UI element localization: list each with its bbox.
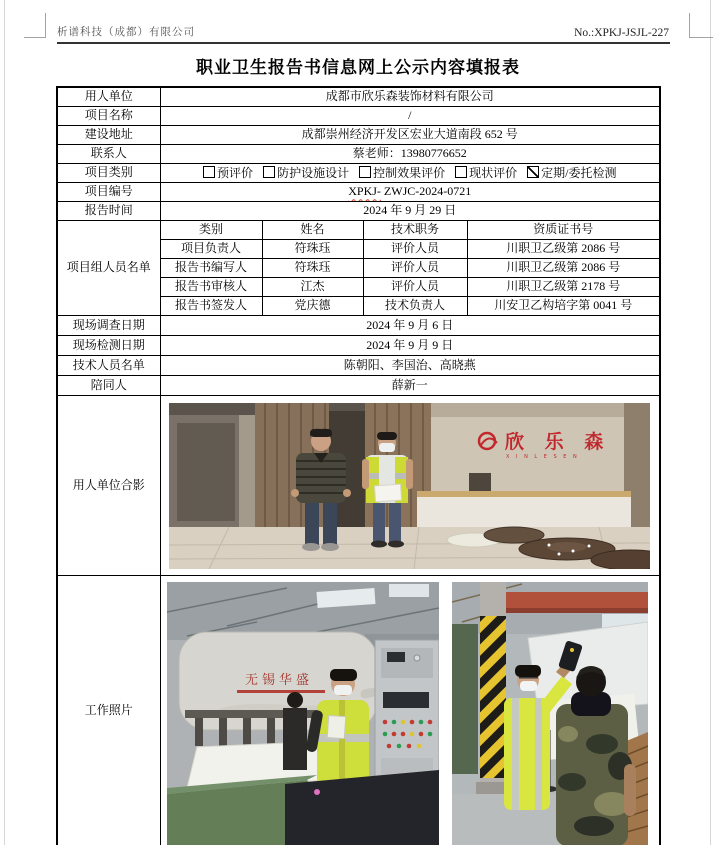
group-photo-wrap xyxy=(161,403,658,569)
group-photo-cell xyxy=(160,396,660,576)
page-header xyxy=(57,24,669,39)
checkbox-unchecked-icon xyxy=(203,166,215,178)
value-employer: 成都市欣乐森装饰材料有限公司 xyxy=(160,87,660,107)
team-cell: 报告书签发人 xyxy=(160,297,262,316)
work-photos-wrap xyxy=(161,576,660,845)
team-cell: 川职卫乙级第 2178 号 xyxy=(467,278,660,297)
label-category: 项目类别 xyxy=(57,164,160,183)
team-cell: 符珠珏 xyxy=(262,240,363,259)
team-header-name: 姓名 xyxy=(262,221,363,240)
team-cell: 川安卫乙构培字第 0041 号 xyxy=(467,297,660,316)
value-tech-staff: 陈朝阳、李国治、高晓燕 xyxy=(160,356,660,376)
category-option xyxy=(263,166,349,180)
category-option-label: 定期/委托检测 xyxy=(541,165,617,180)
project-no-part2: ZWJC-2024-0721 xyxy=(380,184,472,199)
value-survey-date: 2024 年 9 月 6 日 xyxy=(160,316,660,336)
project-no-part1: XPKJ- xyxy=(348,184,381,199)
category-option xyxy=(203,166,253,180)
value-category xyxy=(160,164,660,183)
team-cell: 技术负责人 xyxy=(363,297,467,316)
page-right-edge-line xyxy=(710,0,711,845)
work-photo-press-machine xyxy=(167,582,439,845)
label-project-name: 项目名称 xyxy=(57,107,160,126)
label-contact: 联系人 xyxy=(57,145,160,164)
category-option xyxy=(359,166,445,180)
checkbox-unchecked-icon xyxy=(263,166,275,178)
team-cell: 党庆德 xyxy=(262,297,363,316)
crop-mark-top-right-v xyxy=(689,13,690,38)
svg-text:欣 乐 森: 欣 乐 森 xyxy=(504,430,610,453)
checkbox-unchecked-icon xyxy=(455,166,467,178)
team-cell: 江杰 xyxy=(262,278,363,297)
value-escort: 薛新一 xyxy=(160,376,660,396)
value-project-no xyxy=(160,183,660,202)
label-address: 建设地址 xyxy=(57,126,160,145)
category-option-label: 防护设施设计 xyxy=(277,165,350,180)
header-company-name: 析谱科技（成都）有限公司 xyxy=(57,27,195,38)
team-cell: 评价人员 xyxy=(363,259,467,278)
header-rule xyxy=(57,42,670,44)
svg-text:X I N L E S E N: X I N L E S E N xyxy=(505,453,579,460)
label-test-date: 现场检测日期 xyxy=(57,336,160,356)
category-option-label: 现状评价 xyxy=(469,165,518,180)
label-survey-date: 现场调查日期 xyxy=(57,316,160,336)
crop-mark-top-left-h xyxy=(24,37,46,38)
page-left-edge-line xyxy=(4,0,5,845)
label-group-photo: 用人单位合影 xyxy=(57,396,160,576)
team-header-cert: 资质证书号 xyxy=(467,221,660,240)
label-team: 项目组人员名单 xyxy=(57,221,160,316)
team-cell: 川职卫乙级第 2086 号 xyxy=(467,259,660,278)
crop-mark-top-left-v xyxy=(45,13,46,38)
value-project-name: / xyxy=(160,107,660,126)
value-report-date: 2024 年 9 月 29 日 xyxy=(160,202,660,221)
label-employer: 用人单位 xyxy=(57,87,160,107)
label-work-photos: 工作照片 xyxy=(57,576,160,845)
group-photo xyxy=(169,403,650,569)
team-header-category: 类别 xyxy=(160,221,262,240)
team-cell: 报告书编写人 xyxy=(160,259,262,278)
category-option xyxy=(455,166,517,180)
team-header-role: 技术职务 xyxy=(363,221,467,240)
work-photos-cell xyxy=(160,576,660,845)
value-address: 成都崇州经济开发区宏业大道南段 652 号 xyxy=(160,126,660,145)
team-cell: 符珠珏 xyxy=(262,259,363,278)
team-cell: 评价人员 xyxy=(363,240,467,259)
work-photo-sampling xyxy=(452,582,648,845)
form-title: 职业卫生报告书信息网上公示内容填报表 xyxy=(196,58,520,78)
form-table xyxy=(56,86,661,845)
factory-ceiling xyxy=(167,582,439,640)
header-doc-number: No.:XPKJ-JSJL-227 xyxy=(574,27,669,39)
category-option-label: 预评价 xyxy=(217,165,254,180)
label-escort: 陪同人 xyxy=(57,376,160,396)
label-project-no: 项目编号 xyxy=(57,183,160,202)
category-option-selected xyxy=(527,166,616,180)
crop-mark-top-right-h xyxy=(689,37,713,38)
value-test-date: 2024 年 9 月 9 日 xyxy=(160,336,660,356)
team-cell: 川职卫乙级第 2086 号 xyxy=(467,240,660,259)
team-cell: 项目负责人 xyxy=(160,240,262,259)
label-report-date: 报告时间 xyxy=(57,202,160,221)
value-contact: 蔡老师：13980776652 xyxy=(160,145,660,164)
category-option-label: 控制效果评价 xyxy=(373,165,446,180)
checkbox-unchecked-icon xyxy=(359,166,371,178)
team-cell: 评价人员 xyxy=(363,278,467,297)
green-machine-strip xyxy=(452,624,478,774)
svg-text:无锡华盛: 无锡华盛 xyxy=(244,673,313,688)
label-tech-staff: 技术人员名单 xyxy=(57,356,160,376)
team-cell: 报告书审核人 xyxy=(160,278,262,297)
checkbox-checked-icon xyxy=(527,166,539,178)
